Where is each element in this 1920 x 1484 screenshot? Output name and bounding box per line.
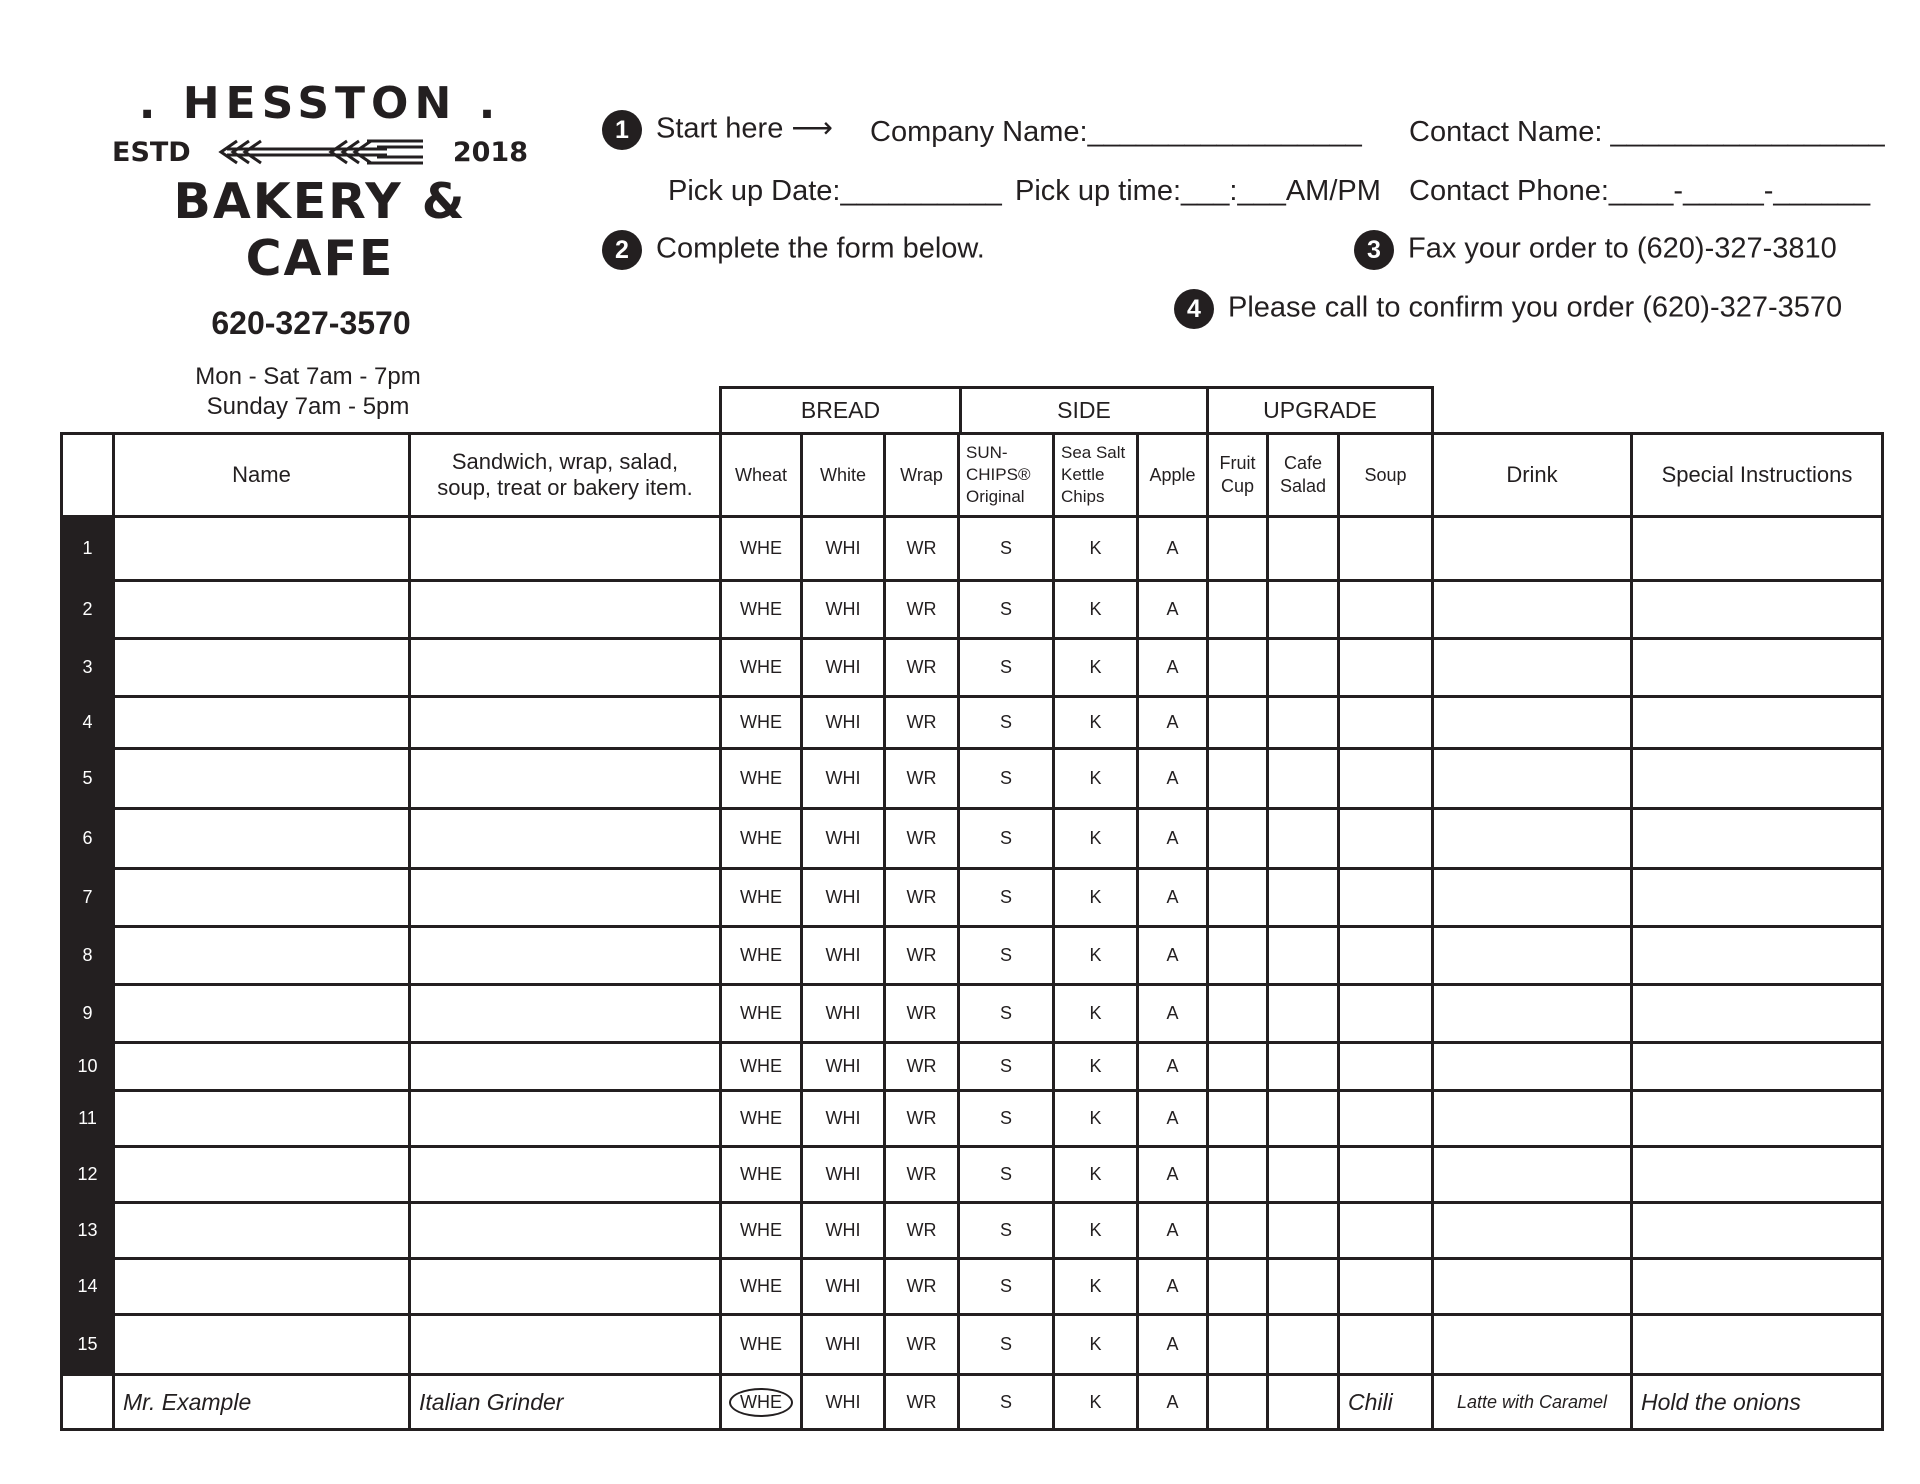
apple-header: Apple (1138, 434, 1208, 517)
wheat-option[interactable]: WHE (721, 809, 802, 869)
step-2-text: Complete the form below. (656, 232, 985, 265)
white-option[interactable]: WHI (802, 1203, 885, 1259)
special-instructions-cell[interactable] (1632, 517, 1883, 581)
wheat-option[interactable]: WHE (721, 749, 802, 809)
white-option[interactable]: WHI (802, 927, 885, 985)
soup-cell[interactable] (1339, 809, 1433, 869)
drink-cell[interactable] (1433, 985, 1632, 1043)
logo-title: BAKERY & CAFE (173, 173, 467, 287)
logo-estd-row (100, 135, 540, 169)
kettle-option[interactable]: K (1054, 985, 1138, 1043)
row-number: 10 (62, 1043, 114, 1091)
special-instructions-cell[interactable] (1632, 749, 1883, 809)
item-header: Sandwich, wrap, salad, soup, treat or bakery item. (410, 434, 721, 517)
white-option[interactable]: WHI (802, 697, 885, 749)
wheat-option[interactable]: WHE (721, 517, 802, 581)
white-option[interactable]: WHI (802, 581, 885, 639)
fruit-cup-cell[interactable] (1208, 517, 1268, 581)
item-cell[interactable] (410, 749, 721, 809)
table-row (62, 869, 1883, 927)
wheat-option[interactable]: WHE (721, 1091, 802, 1147)
drink-cell[interactable] (1433, 697, 1632, 749)
pickup-time-field[interactable]: Pick up time:___:___AM/PM (1015, 175, 1381, 207)
item-cell[interactable] (410, 1259, 721, 1315)
wrap-option[interactable]: WR (885, 927, 959, 985)
example-wheat (721, 1375, 802, 1430)
name-cell[interactable] (114, 1315, 410, 1375)
fruit-cup-cell[interactable] (1208, 1203, 1268, 1259)
drink-cell[interactable] (1433, 1091, 1632, 1147)
cafe-salad-cell[interactable] (1268, 1147, 1339, 1203)
cafe-salad-cell[interactable] (1268, 985, 1339, 1043)
sunchips-option[interactable]: S (959, 809, 1054, 869)
soup-cell[interactable] (1339, 517, 1433, 581)
special-instructions-cell[interactable] (1632, 639, 1883, 697)
special-instructions-cell[interactable] (1632, 1043, 1883, 1091)
step-4-text: Please call to confirm you order (620)-327-3570 (1228, 291, 1843, 324)
fruit-cup-cell[interactable] (1208, 749, 1268, 809)
row-number: 6 (62, 809, 114, 869)
row-number: 7 (62, 869, 114, 927)
apple-option[interactable]: A (1138, 581, 1208, 639)
kettle-option[interactable]: K (1054, 1091, 1138, 1147)
item-cell[interactable] (410, 517, 721, 581)
cafe-salad-cell[interactable] (1268, 581, 1339, 639)
soup-cell[interactable] (1339, 985, 1433, 1043)
cafe-salad-cell[interactable] (1268, 517, 1339, 581)
name-header: Name (114, 434, 410, 517)
soup-cell[interactable] (1339, 1147, 1433, 1203)
row-number: 11 (62, 1091, 114, 1147)
special-instructions-cell[interactable] (1632, 1259, 1883, 1315)
special-instructions-cell[interactable] (1632, 809, 1883, 869)
cafe-salad-cell[interactable] (1268, 1043, 1339, 1091)
apple-option[interactable]: A (1138, 1091, 1208, 1147)
fruit-cup-cell[interactable] (1208, 1043, 1268, 1091)
example-row (62, 1375, 1883, 1430)
step-1-number-icon: 1 (602, 110, 642, 150)
order-table (60, 432, 1884, 1431)
name-cell[interactable] (114, 869, 410, 927)
apple-option[interactable]: A (1138, 1259, 1208, 1315)
wheat-header: Wheat (721, 434, 802, 517)
kettle-option[interactable]: K (1054, 1203, 1138, 1259)
white-option[interactable]: WHI (802, 1091, 885, 1147)
wrap-header: Wrap (885, 434, 959, 517)
wheat-option[interactable]: WHE (721, 985, 802, 1043)
logo (100, 78, 540, 422)
drink-cell[interactable] (1433, 581, 1632, 639)
wrap-option[interactable]: WR (885, 581, 959, 639)
fruit-cup-cell[interactable] (1208, 639, 1268, 697)
cafe-salad-cell[interactable] (1268, 869, 1339, 927)
cafe-salad-cell[interactable] (1268, 809, 1339, 869)
apple-option[interactable]: A (1138, 927, 1208, 985)
step-1 (602, 110, 833, 150)
special-instructions-cell[interactable] (1632, 1315, 1883, 1375)
cafe-salad-cell[interactable] (1268, 639, 1339, 697)
example-drink: Latte with Caramel (1433, 1375, 1632, 1430)
table-row (62, 1043, 1883, 1091)
name-cell[interactable] (114, 749, 410, 809)
special-instructions-cell[interactable] (1632, 581, 1883, 639)
kettle-option[interactable]: K (1054, 1315, 1138, 1375)
sunchips-option[interactable]: S (959, 1315, 1054, 1375)
name-cell[interactable] (114, 1147, 410, 1203)
wrap-option[interactable]: WR (885, 1259, 959, 1315)
example-apple: A (1138, 1375, 1208, 1430)
item-cell[interactable] (410, 1147, 721, 1203)
wrap-option[interactable]: WR (885, 1043, 959, 1091)
cafe-salad-cell[interactable] (1268, 1203, 1339, 1259)
name-cell[interactable] (114, 517, 410, 581)
cafe-salad-cell[interactable] (1268, 927, 1339, 985)
wrap-option[interactable]: WR (885, 1315, 959, 1375)
table-row (62, 1091, 1883, 1147)
sunchips-option[interactable]: S (959, 697, 1054, 749)
fruit-cup-cell[interactable] (1208, 1147, 1268, 1203)
item-cell[interactable] (410, 697, 721, 749)
sunchips-option[interactable]: S (959, 985, 1054, 1043)
white-option[interactable]: WHI (802, 1147, 885, 1203)
store-phone: 620-327-3570 (211, 305, 411, 341)
table-row (62, 749, 1883, 809)
example-item: Italian Grinder (410, 1375, 721, 1430)
fruit-cup-cell[interactable] (1208, 927, 1268, 985)
soup-cell[interactable] (1339, 869, 1433, 927)
table-row (62, 639, 1883, 697)
example-white: WHI (802, 1375, 885, 1430)
white-header: White (802, 434, 885, 517)
wheat-option[interactable]: WHE (721, 869, 802, 927)
contact-name-field[interactable]: Contact Name: _________________ (1409, 116, 1885, 148)
step-1-text: Start here ⟶ (656, 112, 833, 145)
name-cell[interactable] (114, 927, 410, 985)
fruit-cup-cell[interactable] (1208, 1091, 1268, 1147)
special-instructions-cell[interactable] (1632, 697, 1883, 749)
step-2 (602, 230, 985, 270)
group-upgrade: UPGRADE (1206, 386, 1434, 432)
kettle-option[interactable]: K (1054, 581, 1138, 639)
name-cell[interactable] (114, 809, 410, 869)
store-hours (100, 362, 516, 422)
step-4 (1174, 289, 1842, 329)
wrap-option[interactable]: WR (885, 809, 959, 869)
logo-estd: ESTD (112, 136, 191, 168)
wrap-option[interactable]: WR (885, 985, 959, 1043)
soup-cell[interactable] (1339, 1091, 1433, 1147)
row-number-header (62, 434, 114, 517)
row-number: 8 (62, 927, 114, 985)
white-option[interactable]: WHI (802, 809, 885, 869)
sunchips-option[interactable]: S (959, 1043, 1054, 1091)
example-wrap: WR (885, 1375, 959, 1430)
group-side: SIDE (959, 386, 1209, 432)
table-row (62, 1147, 1883, 1203)
item-cell[interactable] (410, 985, 721, 1043)
sunchips-option[interactable]: S (959, 1203, 1054, 1259)
step-2-number-icon: 2 (602, 230, 642, 270)
sunchips-option[interactable]: S (959, 1147, 1054, 1203)
apple-option[interactable]: A (1138, 1147, 1208, 1203)
special-instructions-cell[interactable] (1632, 1091, 1883, 1147)
table-row (62, 697, 1883, 749)
example-special: Hold the onions (1632, 1375, 1883, 1430)
example-fruit-cup (1208, 1375, 1268, 1430)
row-number: 5 (62, 749, 114, 809)
drink-cell[interactable] (1433, 1259, 1632, 1315)
item-cell[interactable] (410, 927, 721, 985)
item-cell[interactable] (410, 1091, 721, 1147)
white-option[interactable]: WHI (802, 1043, 885, 1091)
example-kettle: K (1054, 1375, 1138, 1430)
name-cell[interactable] (114, 1091, 410, 1147)
item-cell[interactable] (410, 1203, 721, 1259)
drink-cell[interactable] (1433, 749, 1632, 809)
wheat-option[interactable]: WHE (721, 1147, 802, 1203)
step-3-number-icon: 3 (1354, 230, 1394, 270)
hours-weekday: Mon - Sat 7am - 7pm (195, 363, 421, 390)
example-name: Mr. Example (114, 1375, 410, 1430)
item-cell[interactable] (410, 581, 721, 639)
sunchips-option[interactable]: S (959, 1091, 1054, 1147)
sunchips-option[interactable]: S (959, 869, 1054, 927)
pickup-date-field[interactable]: Pick up Date:__________ (668, 175, 1002, 207)
special-instructions-cell[interactable] (1632, 1147, 1883, 1203)
sunchips-option[interactable]: S (959, 749, 1054, 809)
name-cell[interactable] (114, 1203, 410, 1259)
logo-name: . HESSTON . (138, 78, 502, 129)
white-option[interactable]: WHI (802, 869, 885, 927)
group-bread: BREAD (719, 386, 962, 432)
drink-cell[interactable] (1433, 517, 1632, 581)
item-cell[interactable] (410, 809, 721, 869)
kettle-option[interactable]: K (1054, 697, 1138, 749)
table-row (62, 809, 1883, 869)
header-row (62, 434, 1883, 517)
example-cafe-salad (1268, 1375, 1339, 1430)
kettle-option[interactable]: K (1054, 1259, 1138, 1315)
white-option[interactable]: WHI (802, 1315, 885, 1375)
cafe-salad-cell[interactable] (1268, 697, 1339, 749)
soup-header: Soup (1339, 434, 1433, 517)
row-number: 1 (62, 517, 114, 581)
kettle-option[interactable]: K (1054, 809, 1138, 869)
table-row (62, 517, 1883, 581)
special-instructions-header: Special Instructions (1632, 434, 1883, 517)
kettle-option[interactable]: K (1054, 1147, 1138, 1203)
name-cell[interactable] (114, 1043, 410, 1091)
wrap-option[interactable]: WR (885, 1147, 959, 1203)
apple-option[interactable]: A (1138, 749, 1208, 809)
wheat-option[interactable]: WHE (721, 1315, 802, 1375)
drink-cell[interactable] (1433, 639, 1632, 697)
contact-phone-field[interactable]: Contact Phone:____-_____-______ (1409, 175, 1871, 207)
name-cell[interactable] (114, 581, 410, 639)
wrap-option[interactable]: WR (885, 639, 959, 697)
table-row (62, 985, 1883, 1043)
drink-cell[interactable] (1433, 927, 1632, 985)
soup-cell[interactable] (1339, 697, 1433, 749)
item-cell[interactable] (410, 869, 721, 927)
table-row (62, 1315, 1883, 1375)
logo-year: 2018 (452, 136, 528, 168)
wheat-option[interactable]: WHE (721, 639, 802, 697)
fruit-cup-cell[interactable] (1208, 581, 1268, 639)
soup-cell[interactable] (1339, 749, 1433, 809)
item-cell[interactable] (410, 1315, 721, 1375)
sunchips-option[interactable]: S (959, 1259, 1054, 1315)
drink-cell[interactable] (1433, 869, 1632, 927)
kettle-option[interactable]: K (1054, 1043, 1138, 1091)
soup-cell[interactable] (1339, 639, 1433, 697)
table-row (62, 927, 1883, 985)
sunchips-header: SUN- CHIPS® Original (959, 434, 1054, 517)
white-option[interactable]: WHI (802, 1259, 885, 1315)
wheat-arrow-icon (217, 135, 427, 169)
special-instructions-cell[interactable] (1632, 927, 1883, 985)
row-number: 13 (62, 1203, 114, 1259)
apple-option[interactable]: A (1138, 639, 1208, 697)
apple-option[interactable]: A (1138, 985, 1208, 1043)
fruit-cup-cell[interactable] (1208, 809, 1268, 869)
kettle-option[interactable]: K (1054, 869, 1138, 927)
row-number: 14 (62, 1259, 114, 1315)
item-cell[interactable] (410, 639, 721, 697)
example-row-number (62, 1375, 114, 1430)
apple-option[interactable]: A (1138, 517, 1208, 581)
sunchips-option[interactable]: S (959, 581, 1054, 639)
wrap-option[interactable]: WR (885, 869, 959, 927)
table-row (62, 581, 1883, 639)
wheat-option[interactable]: WHE (721, 1259, 802, 1315)
step-3-text: Fax your order to (620)-327-3810 (1408, 232, 1837, 265)
table-row (62, 1259, 1883, 1315)
row-number: 4 (62, 697, 114, 749)
company-name-field[interactable]: Company Name:_________________ (870, 116, 1362, 148)
fruit-cup-cell[interactable] (1208, 869, 1268, 927)
special-instructions-cell[interactable] (1632, 1203, 1883, 1259)
special-instructions-cell[interactable] (1632, 869, 1883, 927)
drink-cell[interactable] (1433, 1315, 1632, 1375)
apple-option[interactable]: A (1138, 869, 1208, 927)
fruit-cup-cell[interactable] (1208, 697, 1268, 749)
step-4-number-icon: 4 (1174, 289, 1214, 329)
name-cell[interactable] (114, 1259, 410, 1315)
cafe-salad-cell[interactable] (1268, 749, 1339, 809)
apple-option[interactable]: A (1138, 1043, 1208, 1091)
sunchips-option[interactable]: S (959, 639, 1054, 697)
soup-cell[interactable] (1339, 1043, 1433, 1091)
name-cell[interactable] (114, 985, 410, 1043)
drink-cell[interactable] (1433, 1203, 1632, 1259)
cafe-salad-header: Cafe Salad (1268, 434, 1339, 517)
wrap-option[interactable]: WR (885, 1203, 959, 1259)
soup-cell[interactable] (1339, 1203, 1433, 1259)
wheat-option[interactable]: WHE (721, 927, 802, 985)
cafe-salad-cell[interactable] (1268, 1259, 1339, 1315)
white-option[interactable]: WHI (802, 749, 885, 809)
soup-cell[interactable] (1339, 581, 1433, 639)
apple-option[interactable]: A (1138, 697, 1208, 749)
soup-cell[interactable] (1339, 927, 1433, 985)
wheat-option[interactable]: WHE (721, 581, 802, 639)
cafe-salad-cell[interactable] (1268, 1091, 1339, 1147)
kettle-option[interactable]: K (1054, 927, 1138, 985)
special-instructions-cell[interactable] (1632, 985, 1883, 1043)
row-number: 15 (62, 1315, 114, 1375)
drink-cell[interactable] (1433, 1043, 1632, 1091)
kettle-option[interactable]: K (1054, 749, 1138, 809)
step-3 (1354, 230, 1837, 270)
wheat-option[interactable]: WHE (721, 1043, 802, 1091)
sunchips-option[interactable]: S (959, 517, 1054, 581)
name-cell[interactable] (114, 639, 410, 697)
table-row (62, 1203, 1883, 1259)
apple-option[interactable]: A (1138, 1203, 1208, 1259)
name-cell[interactable] (114, 697, 410, 749)
cafe-salad-cell[interactable] (1268, 1315, 1339, 1375)
soup-cell[interactable] (1339, 1259, 1433, 1315)
fruit-cup-cell[interactable] (1208, 1315, 1268, 1375)
drink-cell[interactable] (1433, 809, 1632, 869)
row-number: 2 (62, 581, 114, 639)
wrap-option[interactable]: WR (885, 517, 959, 581)
wrap-option[interactable]: WR (885, 749, 959, 809)
wrap-option[interactable]: WR (885, 697, 959, 749)
apple-option[interactable]: A (1138, 1315, 1208, 1375)
drink-header: Drink (1433, 434, 1632, 517)
drink-cell[interactable] (1433, 1147, 1632, 1203)
order-rows (62, 517, 1883, 1375)
apple-option[interactable]: A (1138, 809, 1208, 869)
white-option[interactable]: WHI (802, 517, 885, 581)
row-number: 3 (62, 639, 114, 697)
hours-sunday: Sunday 7am - 5pm (206, 393, 410, 420)
example-soup: Chili (1339, 1375, 1433, 1430)
fruit-cup-cell[interactable] (1208, 985, 1268, 1043)
example-wheat-circled: WHE (729, 1388, 793, 1417)
fruit-cup-header: Fruit Cup (1208, 434, 1268, 517)
example-sunchips: S (959, 1375, 1054, 1430)
row-number: 9 (62, 985, 114, 1043)
row-number: 12 (62, 1147, 114, 1203)
soup-cell[interactable] (1339, 1315, 1433, 1375)
wheat-option[interactable]: WHE (721, 1203, 802, 1259)
kettle-chips-header: Sea Salt Kettle Chips (1054, 434, 1138, 517)
item-cell[interactable] (410, 1043, 721, 1091)
wheat-option[interactable]: WHE (721, 697, 802, 749)
kettle-option[interactable]: K (1054, 517, 1138, 581)
white-option[interactable]: WHI (802, 985, 885, 1043)
white-option[interactable]: WHI (802, 639, 885, 697)
fruit-cup-cell[interactable] (1208, 1259, 1268, 1315)
kettle-option[interactable]: K (1054, 639, 1138, 697)
wrap-option[interactable]: WR (885, 1091, 959, 1147)
sunchips-option[interactable]: S (959, 927, 1054, 985)
